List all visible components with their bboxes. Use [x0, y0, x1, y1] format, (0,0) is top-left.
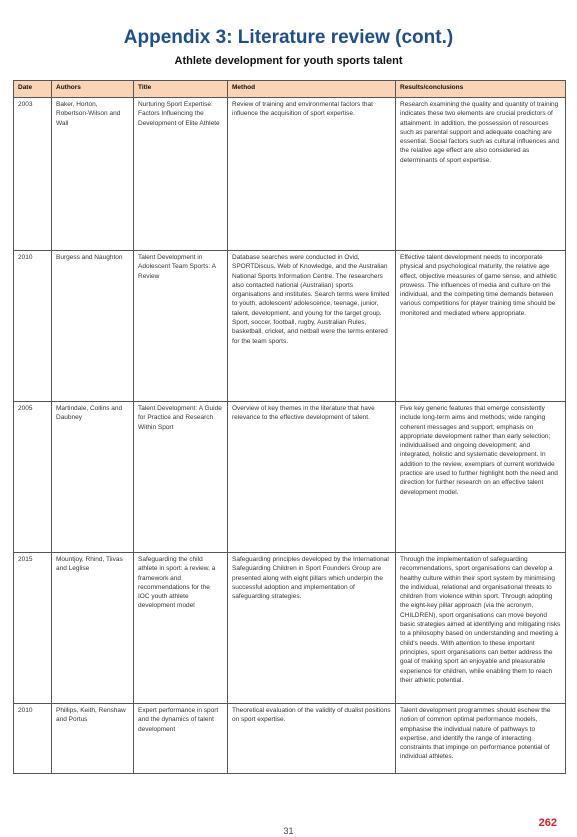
- table-caption: Athlete development for youth sports talent: [174, 55, 403, 67]
- page-title: Appendix 3: Literature review (cont.): [123, 27, 454, 48]
- cell-date: 2003: [14, 98, 52, 251]
- cell-results: Effective talent development needs to incorporate physical and psychological maturity, the relative age effect, objective measures of game sense, and athletic prowess. The influences of media and culture on the individual, and the competing time demands between various competitions for player training time should be monitored and mediated where appropriate.: [396, 251, 566, 402]
- cell-title: Expert performance in sport and the dynamics of talent development: [134, 704, 228, 774]
- cell-authors: Baker, Horton, Robertson-Wilson and Wall: [52, 98, 134, 251]
- cell-authors: Burgess and Naughton: [52, 251, 134, 402]
- cell-date: 2010: [14, 704, 52, 774]
- table-row: [14, 98, 566, 251]
- literature-review-table: [13, 80, 566, 774]
- cell-title: Talent Development: A Guide for Practice and Research Within Sport: [134, 402, 228, 553]
- column-header-method: Method: [228, 81, 396, 98]
- cell-method: Database searches were conducted in Ovid, SPORTDiscus, Web of Knowledge, and the Australian National Sports Information Centre. The researchers also contacted national (Australian) sports organisations and institutes. Search terms were limited to youth, adolescent/ adolescence, teenage, junior, talent, development, and young for the target group. Sport, soccer, football, rugby, Australian Rules, basketball, cricket, and netball were the terms entered for the team sports.: [228, 251, 396, 402]
- column-header-authors: Authors: [52, 81, 134, 98]
- cell-date: 2015: [14, 553, 52, 704]
- column-header-title: Title: [134, 81, 228, 98]
- cell-results: Through the implementation of safeguarding recommendations, sport organisations can develop a healthy culture within their sport system by minimising the individual, relational and organisational threats to children from violence within sport. Through adopting the eight-key pillar approach (via the acronym, CHILDREN), sport organisations can move beyond basic strategies aimed at identifying and mitigating risks to a philosophy based on understanding and meeting a child's needs. With attention to these important principles, sport organisations can better address the goal of making sport an enjoyable and pleasurable experience for children, while enabling them to reach their athletic potential.: [396, 553, 566, 704]
- cell-method: Safeguarding principles developed by the International Safeguarding Children in Sport Founders Group are presented along with eight pillars which underpin the successful adoption and implementation of safeguarding strategies.: [228, 553, 396, 704]
- column-header-results: Results/conclusions: [396, 81, 566, 98]
- cell-results: Research examining the quality and quantity of training indicates these two elements are crucial predictors of attainment. In addition, the possession of resources such as parental support and adequate coaching are essential. Social factors such as cultural influences and the relative age effect are also considered as determinants of sport expertise.: [396, 98, 566, 251]
- cell-method: Review of training and environmental factors that influence the acquisition of sport expertise.: [228, 98, 396, 251]
- cell-results: Five key generic features that emerge consistently include long-term aims and methods; wide ranging coherent messages and support; emphasis on appropriate development rather than early selection; individualised and ongoing development; and integrated, holistic and systematic development. In addition to the review, exemplars of current worldwide practice are used to further highlight both the need and direction for further research on an effective talent development model.: [396, 402, 566, 553]
- cell-results: Talent development programmes should eschew the notion of common optimal performance models, emphasise the individual nature of pathways to expertise, and identify the range of interacting constraints that impinge on performance potential of individual athletes.: [396, 704, 566, 774]
- cell-authors: Martindale, Collins and Daubney: [52, 402, 134, 553]
- cell-title: Talent Development in Adolescent Team Sports: A Review: [134, 251, 228, 402]
- table-header-row: [14, 81, 566, 98]
- document-page-number: 262: [538, 817, 557, 829]
- cell-method: Overview of key themes in the literature that have relevance to the effective development of talent.: [228, 402, 396, 553]
- cell-authors: Phillips, Keith, Renshaw and Portus: [52, 704, 134, 774]
- column-header-date: Date: [14, 81, 52, 98]
- cell-date: 2010: [14, 251, 52, 402]
- page-number: 31: [283, 826, 294, 836]
- table-row: [14, 402, 566, 553]
- table-row: [14, 704, 566, 774]
- cell-date: 2005: [14, 402, 52, 553]
- cell-method: Theoretical evaluation of the validity of dualist positions on sport expertise.: [228, 704, 396, 774]
- cell-authors: Mountjoy, Rhind, Tiivas and Leglise: [52, 553, 134, 704]
- table-row: [14, 553, 566, 704]
- cell-title: Nurturing Sport Expertise: Factors Influencing the Development of Elite Athlete: [134, 98, 228, 251]
- cell-title: Safeguarding the child athlete in sport: a review, a framework and recommendations for the IOC youth athlete development model: [134, 553, 228, 704]
- table-row: [14, 251, 566, 402]
